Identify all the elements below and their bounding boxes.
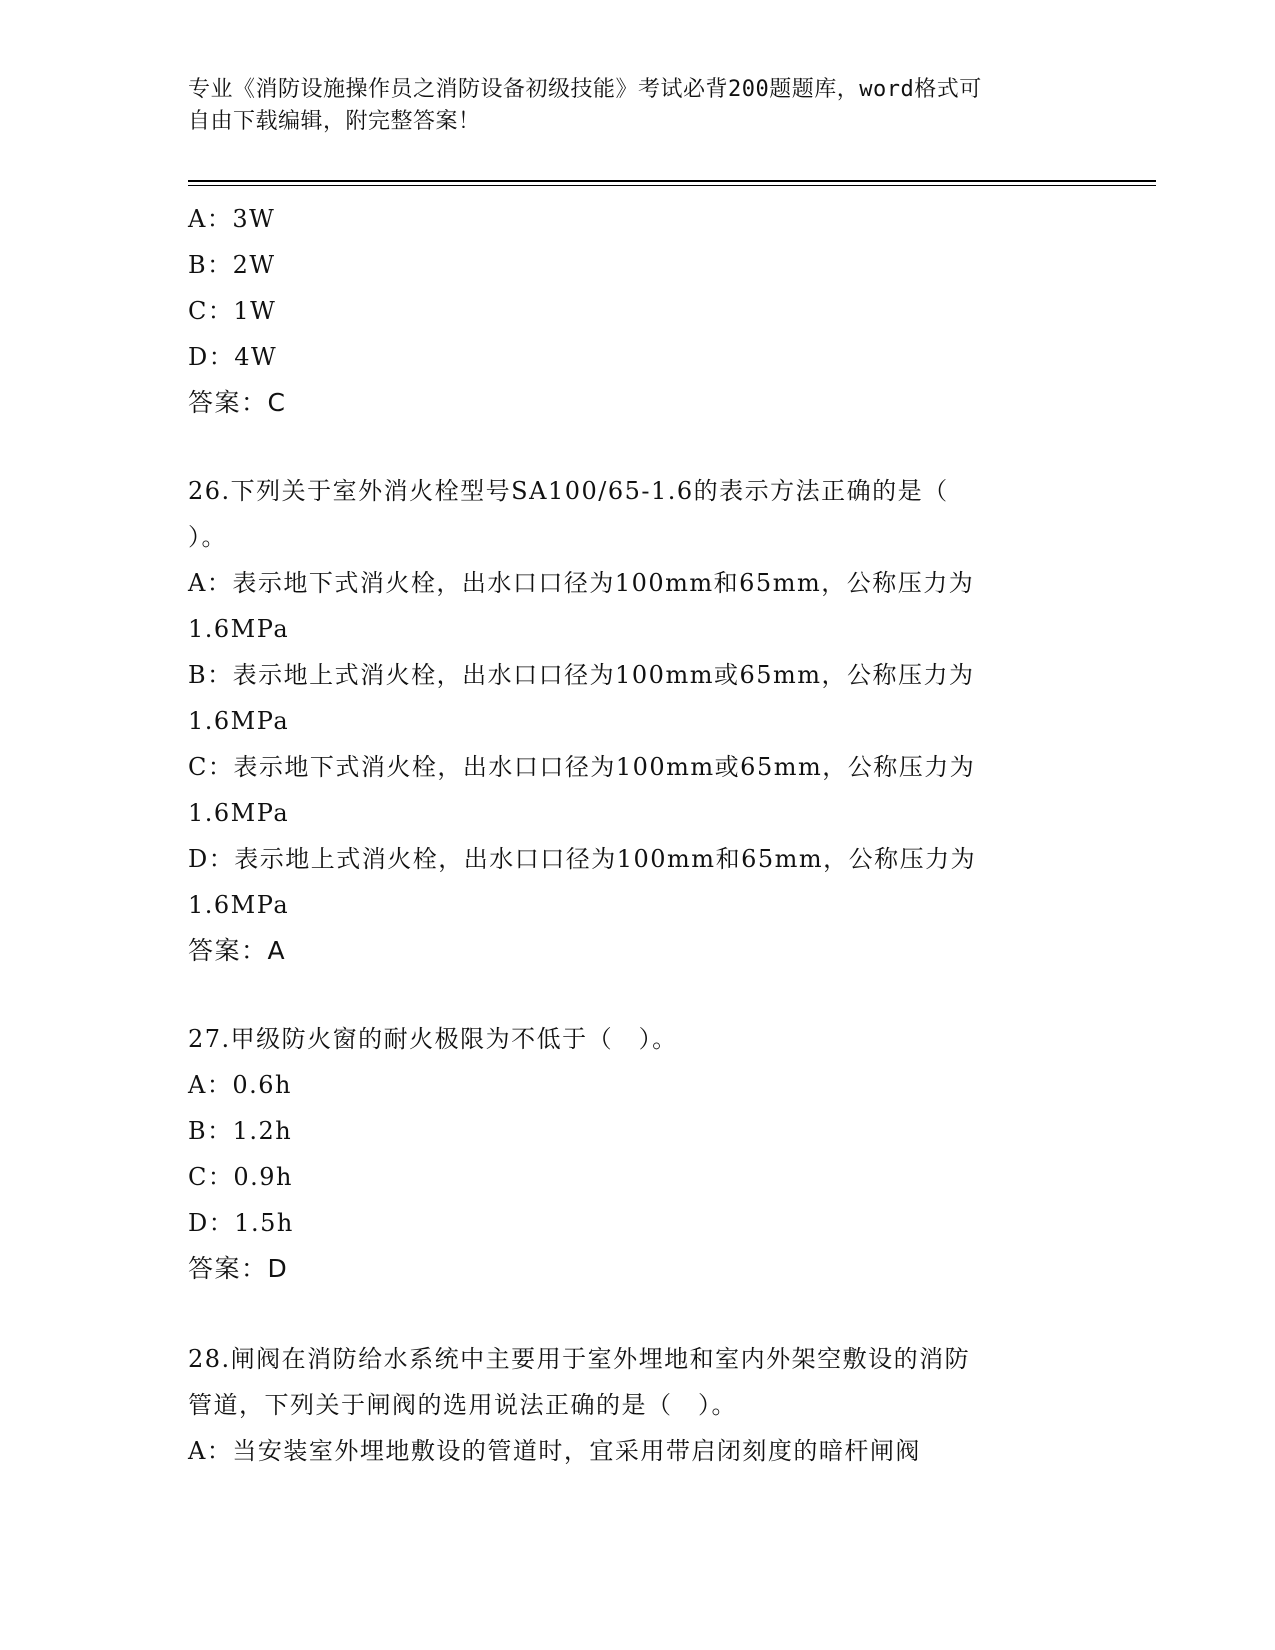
question-content	[188, 196, 1088, 1474]
spacer	[188, 974, 1088, 1016]
q27-option-a: A：0.6h	[188, 1071, 292, 1099]
header-line-1: 专业《消防设施操作员之消防设备初级技能》考试必背200题题库，word格式可	[188, 77, 982, 102]
q28-stem-line-2: 管道，下列关于闸阀的选用说法正确的是（ ）。	[188, 1391, 737, 1419]
q28-option-a: A：当安装室外埋地敷设的管道时，宜采用带启闭刻度的暗杆闸阀	[188, 1437, 921, 1465]
q27-stem: 27.甲级防火窗的耐火极限为不低于（ ）。	[188, 1025, 678, 1053]
q26-stem-line-1: 26.下列关于室外消火栓型号SA100/65-1.6的表示方法正确的是（	[188, 477, 949, 505]
q25-option-c: C：1W	[188, 297, 277, 325]
header-line-2: 自由下载编辑，附完整答案！	[188, 109, 481, 134]
document-header	[188, 74, 1088, 138]
spacer	[188, 426, 1088, 468]
q28-stem-line-1: 28.闸阀在消防给水系统中主要用于室外埋地和室内外架空敷设的消防	[188, 1345, 971, 1373]
q25-answer: 答案：C	[188, 388, 287, 417]
question-28-block	[188, 1336, 1088, 1474]
header-rule-thick	[188, 180, 1156, 182]
q26-option-c-line-2: 1.6MPa	[188, 799, 290, 827]
q27-option-b: B：1.2h	[188, 1117, 293, 1145]
q26-option-b-line-1: B：表示地上式消火栓，出水口口径为100mm或65mm，公称压力为	[188, 661, 975, 689]
spacer	[188, 1292, 1088, 1336]
q25-option-d: D：4W	[188, 343, 278, 371]
q25-option-a: A：3W	[188, 205, 276, 233]
q26-option-c-line-1: C：表示地下式消火栓，出水口口径为100mm或65mm，公称压力为	[188, 753, 976, 781]
question-26-block	[188, 468, 1088, 974]
q27-answer: 答案：D	[188, 1254, 289, 1283]
q26-option-b-line-2: 1.6MPa	[188, 707, 290, 735]
q26-option-a-line-2: 1.6MPa	[188, 615, 290, 643]
q27-option-c: C：0.9h	[188, 1163, 293, 1191]
q26-option-d-line-1: D：表示地上式消火栓，出水口口径为100mm和65mm，公称压力为	[188, 845, 977, 873]
header-rule-thin	[188, 185, 1156, 186]
question-25-block	[188, 196, 1088, 426]
q26-answer: 答案：A	[188, 936, 287, 965]
q26-option-a-line-1: A：表示地下式消火栓，出水口口径为100mm和65mm，公称压力为	[188, 569, 975, 597]
q26-option-d-line-2: 1.6MPa	[188, 891, 290, 919]
q27-option-d: D：1.5h	[188, 1209, 294, 1237]
question-27-block	[188, 1016, 1088, 1292]
q26-stem-line-2: ）。	[188, 523, 227, 551]
q25-option-b: B：2W	[188, 251, 276, 279]
